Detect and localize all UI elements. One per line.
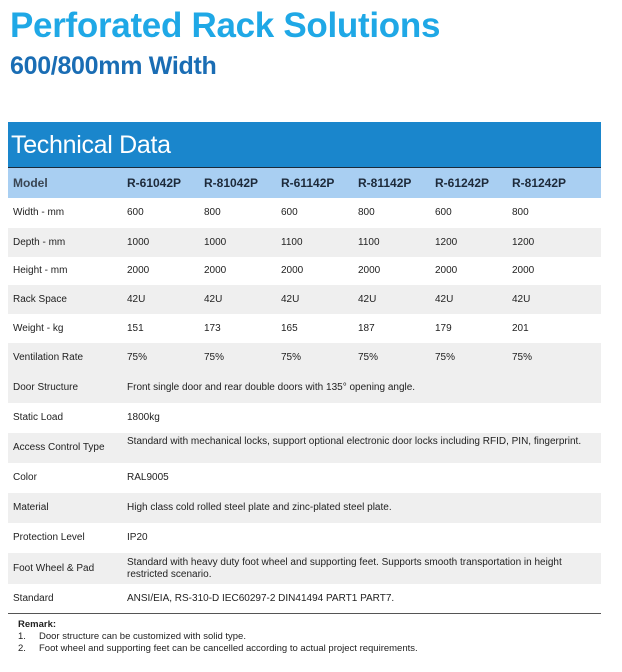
column-header: R-61242P bbox=[435, 176, 490, 190]
table-bottom-divider bbox=[8, 613, 601, 614]
row-value: 2000 bbox=[281, 265, 304, 276]
row-label: Weight - kg bbox=[13, 323, 64, 334]
row-value: 1100 bbox=[281, 237, 303, 248]
row-value: 42U bbox=[281, 294, 300, 305]
row-value: 42U bbox=[127, 294, 146, 305]
table-row bbox=[8, 403, 601, 433]
row-value: 42U bbox=[204, 294, 223, 305]
row-label: Rack Space bbox=[13, 294, 67, 305]
remark-text: Door structure can be customized with solid type. bbox=[39, 631, 246, 642]
row-value: 600 bbox=[435, 207, 452, 218]
row-value: 75% bbox=[435, 352, 456, 363]
row-value: 75% bbox=[204, 352, 225, 363]
row-label: Access Control Type bbox=[13, 442, 105, 453]
row-value: 2000 bbox=[435, 265, 458, 276]
remark-number: 1. bbox=[18, 631, 26, 642]
table-row bbox=[8, 553, 601, 584]
row-value: 2000 bbox=[512, 265, 535, 276]
row-value: 75% bbox=[358, 352, 379, 363]
row-value: 179 bbox=[435, 323, 452, 334]
page-title: Perforated Rack Solutions bbox=[10, 6, 441, 45]
row-label: Depth - mm bbox=[13, 237, 66, 248]
section-title: Technical Data bbox=[11, 131, 171, 159]
table-row bbox=[8, 523, 601, 553]
row-value: 42U bbox=[512, 294, 531, 305]
row-label: Color bbox=[13, 472, 37, 483]
table-row bbox=[8, 343, 601, 373]
row-description: IP20 bbox=[127, 532, 148, 543]
row-value: 800 bbox=[512, 207, 529, 218]
table-row bbox=[8, 314, 601, 343]
row-label: Standard bbox=[13, 593, 54, 604]
column-header: R-61042P bbox=[127, 176, 182, 190]
row-value: 800 bbox=[358, 207, 375, 218]
row-value: 151 bbox=[127, 323, 144, 334]
column-header: R-61142P bbox=[281, 176, 335, 190]
row-value: 173 bbox=[204, 323, 221, 334]
page-subtitle: 600/800mm Width bbox=[10, 52, 217, 80]
row-value: 1000 bbox=[204, 237, 227, 248]
row-label: Door Structure bbox=[13, 382, 79, 393]
table-row bbox=[8, 257, 601, 285]
row-value: 2000 bbox=[127, 265, 150, 276]
row-value: 1200 bbox=[435, 237, 458, 248]
table-row bbox=[8, 228, 601, 257]
remark-item bbox=[18, 631, 246, 642]
column-header-model: Model bbox=[13, 176, 48, 190]
table-header-row bbox=[8, 168, 601, 198]
section-header bbox=[8, 122, 601, 168]
row-label: Foot Wheel & Pad bbox=[13, 563, 95, 574]
table-row bbox=[8, 285, 601, 314]
row-description: 1800kg bbox=[127, 412, 160, 423]
row-value: 1000 bbox=[127, 237, 150, 248]
column-header: R-81242P bbox=[512, 176, 567, 190]
row-description: Standard with mechanical locks, support optional electronic door locks including RFID, PIN, fingerprint. bbox=[127, 436, 582, 447]
table-row bbox=[8, 584, 601, 613]
table-row bbox=[8, 198, 601, 228]
remark-item bbox=[18, 643, 418, 654]
row-value: 201 bbox=[512, 323, 529, 334]
table-row bbox=[8, 373, 601, 403]
row-description: ANSI/EIA, RS-310-D IEC60297-2 DIN41494 PART1 PART7. bbox=[127, 593, 395, 604]
row-value: 800 bbox=[204, 207, 221, 218]
table-row bbox=[8, 493, 601, 523]
remark-title: Remark: bbox=[18, 619, 57, 630]
row-value: 75% bbox=[281, 352, 302, 363]
row-value: 187 bbox=[358, 323, 375, 334]
row-label: Material bbox=[13, 502, 49, 513]
table-row bbox=[8, 463, 601, 493]
row-value: 75% bbox=[512, 352, 533, 363]
row-label: Static Load bbox=[13, 412, 64, 423]
row-value: 75% bbox=[127, 352, 148, 363]
row-description: RAL9005 bbox=[127, 472, 169, 483]
row-value: 600 bbox=[281, 207, 298, 218]
row-label: Width - mm bbox=[13, 207, 65, 218]
remark-number: 2. bbox=[18, 643, 26, 654]
row-value: 42U bbox=[435, 294, 454, 305]
remark-text: Foot wheel and supporting feet can be cancelled according to actual project requirements. bbox=[39, 643, 418, 654]
row-value: 2000 bbox=[204, 265, 227, 276]
column-header: R-81042P bbox=[204, 176, 259, 190]
row-value: 600 bbox=[127, 207, 144, 218]
column-header: R-81142P bbox=[358, 176, 412, 190]
row-value: 1100 bbox=[358, 237, 380, 248]
row-value: 1200 bbox=[512, 237, 535, 248]
row-label: Protection Level bbox=[13, 532, 85, 543]
row-description: Front single door and rear double doors with 135° opening angle. bbox=[127, 382, 416, 393]
row-label: Ventilation Rate bbox=[13, 352, 84, 363]
row-value: 2000 bbox=[358, 265, 381, 276]
row-value: 42U bbox=[358, 294, 377, 305]
row-value: 165 bbox=[281, 323, 298, 334]
row-label: Height - mm bbox=[13, 265, 68, 276]
row-description: Standard with heavy duty foot wheel and supporting feet. Supports smooth transportation in height restricted scenario. bbox=[127, 557, 562, 580]
table-row bbox=[8, 433, 601, 463]
row-description: High class cold rolled steel plate and zinc-plated steel plate. bbox=[127, 502, 392, 513]
